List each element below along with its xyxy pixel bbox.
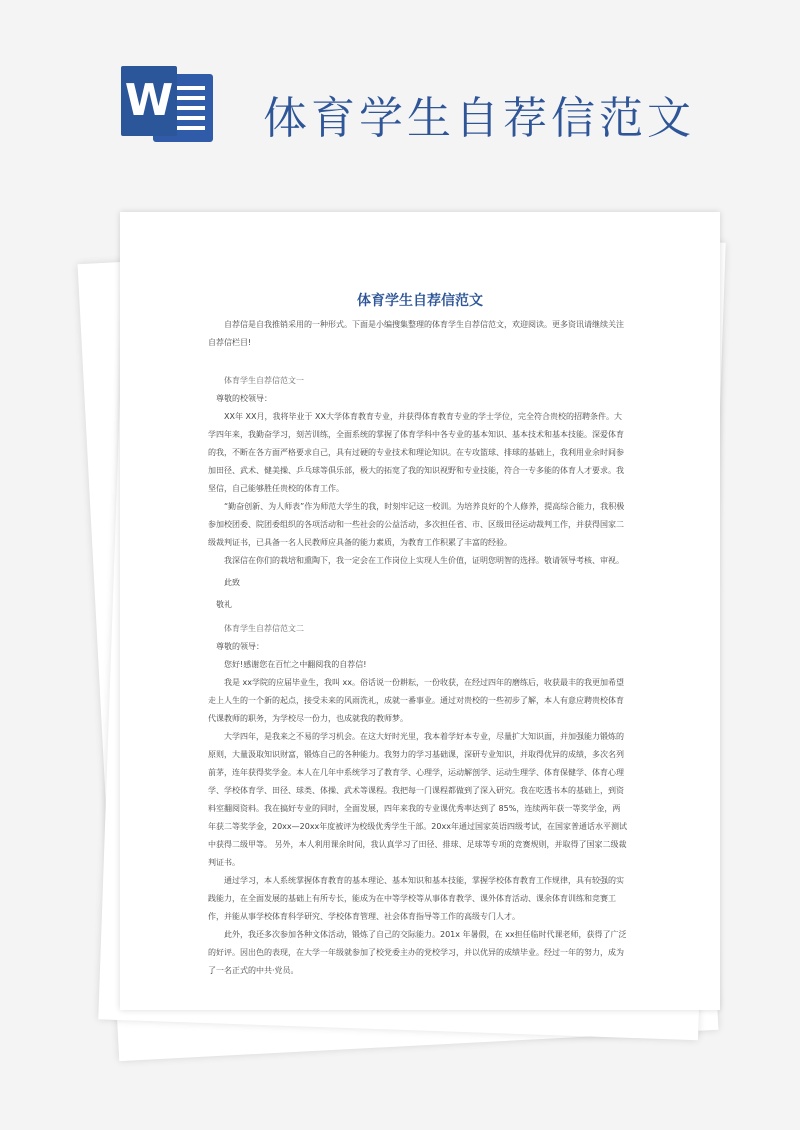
letter1-closing: 此致 [224, 578, 240, 587]
letter1-paragraph: “勤奋创新、为人师表”作为师范大学生的我，时刻牢记这一校训。为培养良好的个人修养，提高综合能力，我积极参加校团委、院团委组织的各项活动和一些社会的公益活动，多次担任省、市、区级田径运动裁判工作，并获得国家二级裁判证书，已具备一名人民教师应具备的能力素质，为教育工作积累了丰富的经验。 [208, 502, 625, 547]
header [0, 0, 800, 190]
letter1-heading: 体育学生自荐信范文一 [224, 376, 304, 385]
letter2-paragraph: 您好!感谢您在百忙之中翻阅我的自荐信! [224, 660, 367, 669]
letter2-paragraph: 通过学习，本人系统掌握体育教育的基本理论、基本知识和基本技能，掌握学校体育教育工作规律，具有较强的实践能力，在全面发展的基础上有所专长，能成为在中等学校等从事体育教学、课外体育活动、课余体育训练和竞赛工作，并能从事学校体育科学研究、学校体育管理、社会体育指导等工作的高级专门人才。 [208, 876, 624, 921]
letter1-paragraph: XX年 XX月，我将毕业于 XX大学体育教育专业，并获得体育教育专业的学士学位，完全符合贵校的招聘条件。大学四年来，我勤奋学习，刻苦训练，全面系统的掌握了体育学科中各专业的基本知识、基本技术和基本技能。深爱体育的我，不断在各方面严格要求自己，具有过硬的专业技术和理论知识。在专攻篮球、排球的基础上，我利用业余时间参加田径、武术、健美操、乒乓球等俱乐部，极大的拓宽了我的知识视野和专业技能，符合一专多能的体育人才要求。我坚信，自己能够胜任贵校的体育工作。 [208, 412, 624, 493]
letter2-heading: 体育学生自荐信范文二 [224, 624, 304, 633]
letter2-paragraph: 大学四年，是我来之不易的学习机会。在这大好时光里，我本着学好本专业，尽量扩大知识面，并加强能力锻炼的原则，大量汲取知识财富，锻炼自己的各种能力。我努力的学习基础课，深研专业知识，并取得优异的成绩，多次名列前茅，连年获得奖学金。本人在几年中系统学习了教育学、心理学，运动解剖学、运动生理学、体育保健学、体育心理学、学校体育学、田径、球类、体操、武术等课程。我把每一门课程都做到了深入研究。我在吃透书本的基础上，到资料室翻阅资料。我在搞好专业的同时，全面发展，四年来我的专业课优秀率达到了 85%，连续两年获一等奖学金，两年获二等奖学金，20xx—20xx年度被评为校级优秀学生干部。20xx年通过国家英语四级考试，在国家普通话水平测试中获得二级甲等。 另外，本人利用课余时间，我认真学习了田径、排球、足球等专项的竞赛规则，并取得了国家二级裁判证书。 [208, 732, 627, 867]
letter2-paragraph: 此外，我还多次参加各种文体活动，锻炼了自己的交际能力。201x 年暑假，在 xx担任临时代课老师，获得了广泛的好评。因出色的表现，在大学一年级就参加了校党委主办的党校学习，并以优异的成绩毕业。经过一年的努力，成为了一名正式的中共·党员。 [208, 930, 627, 975]
letter1-paragraph: 我深信在你们的栽培和熏陶下，我一定会在工作岗位上实现人生价值，证明您明智的选择。敬请领导考核、审视。 [224, 556, 624, 565]
letter2-salutation: 尊敬的领导： [216, 642, 264, 651]
document-body [208, 316, 628, 980]
letter1-closing: 敬礼 [216, 600, 232, 609]
document-page [120, 212, 720, 1010]
document-title: 体育学生自荐信范文 [357, 293, 483, 309]
intro-paragraph: 自荐信是自我推销采用的一种形式。下面是小编搜集整理的体育学生自荐信范文，欢迎阅读。更多资讯请继续关注自荐信栏目! [208, 320, 624, 347]
word-document-icon [119, 66, 219, 146]
letter2-paragraph: 我是 xx学院的应届毕业生，我叫 xx。俗话说一份耕耘，一份收获，在经过四年的磨练后，收获最丰的我更加希望走上人生的一个新的起点，接受未来的风雨洗礼，成就一番事业。通过对贵校的一些初步了解，本人有意应聘贵校体育代课教师的职务，为学校尽一份力，也成就我的教师梦。 [208, 678, 625, 723]
letter1-salutation: 尊敬的校领导： [216, 394, 272, 403]
word-icon-letter: W [124, 75, 174, 126]
page-title: 体育学生自荐信范文 [263, 93, 695, 144]
